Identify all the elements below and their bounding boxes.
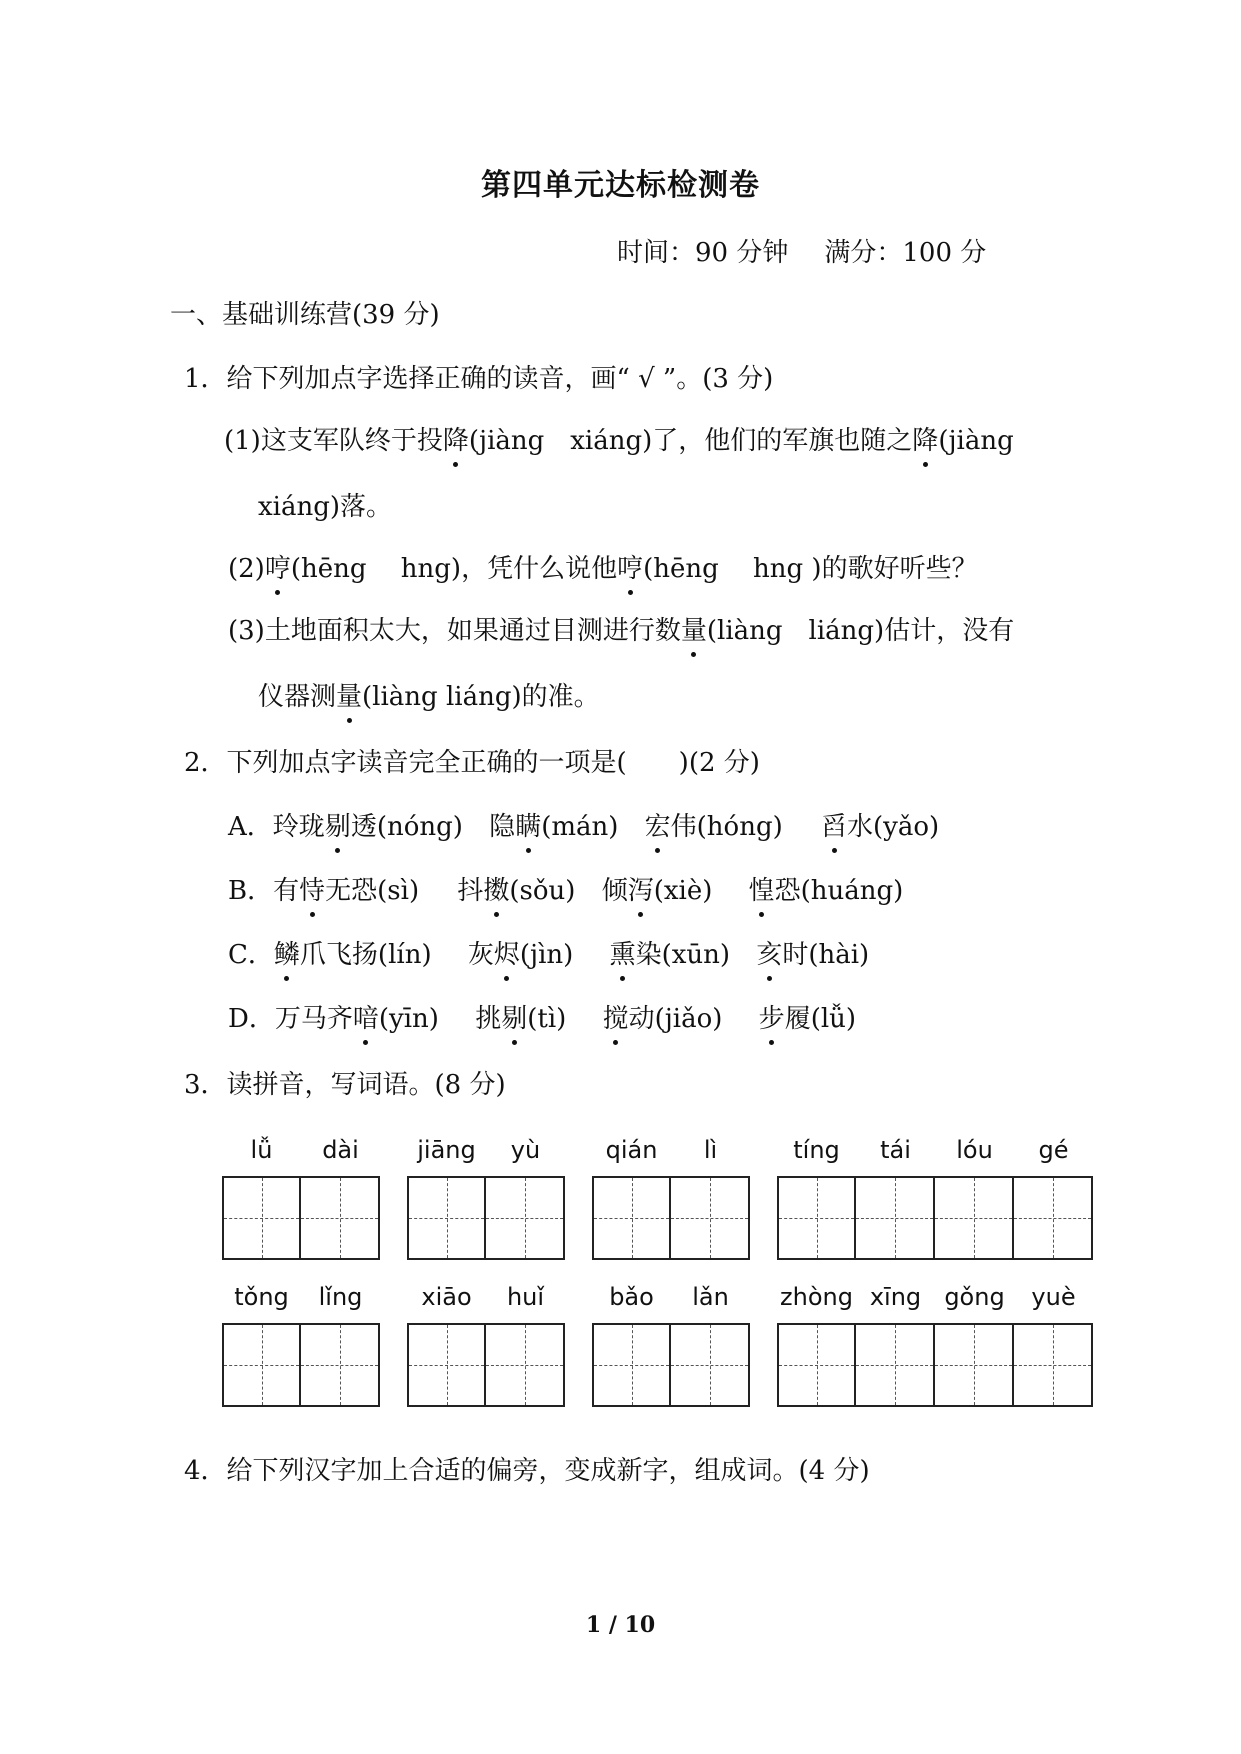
writing-box[interactable]: [301, 1176, 380, 1260]
q2-option-d: D．万马齐喑(yīn) 挑剔(tì) 搅动(jiǎo) 步履(lǚ): [228, 1004, 857, 1034]
q1-item2: (2)哼(hēng hng)，凭什么说他哼(hēng hng )的歌好听些？: [228, 554, 978, 584]
q3-grid-group: [407, 1176, 565, 1260]
q3-grid-group: [407, 1323, 565, 1407]
q3-grid-group: [777, 1323, 1093, 1407]
q3-pinyin-label: gǒng: [944, 1283, 1005, 1311]
writing-box[interactable]: [1014, 1176, 1093, 1260]
writing-box[interactable]: [407, 1323, 486, 1407]
q3-grid-group: [592, 1323, 750, 1407]
writing-box[interactable]: [856, 1176, 935, 1260]
writing-box[interactable]: [777, 1176, 856, 1260]
writing-box[interactable]: [301, 1323, 380, 1407]
q2-option-a: A．玲珑剔透(nóng) 隐瞒(mán) 宏伟(hóng) 舀水(yǎo): [228, 812, 940, 842]
page-number: 1 / 10: [585, 1612, 656, 1638]
writing-box[interactable]: [486, 1176, 565, 1260]
writing-box[interactable]: [592, 1323, 671, 1407]
q3-pinyin-label: jiāng: [417, 1136, 476, 1164]
q2-option-b: B．有恃无恐(sì) 抖擞(sǒu) 倾泻(xiè) 惶恐(huáng): [228, 876, 904, 906]
q3-pinyin-label: xiāo: [421, 1283, 472, 1311]
writing-box[interactable]: [856, 1323, 935, 1407]
q3-pinyin-label: huǐ: [506, 1283, 545, 1311]
writing-box[interactable]: [592, 1176, 671, 1260]
writing-box[interactable]: [935, 1323, 1014, 1407]
q3-grid-group: [222, 1323, 380, 1407]
q3-pinyin-label: dài: [322, 1136, 359, 1164]
q4-stem: 4．给下列汉字加上合适的偏旁，变成新字，组成词。(4 分): [184, 1456, 870, 1486]
q1-item3-line2: 仪器测量(liàng liáng)的准。: [258, 682, 600, 712]
writing-box[interactable]: [486, 1323, 565, 1407]
exam-meta: [617, 232, 986, 269]
q2-option-c: C．鳞爪飞扬(lín) 灰烬(jìn) 熏染(xūn) 亥时(hài): [228, 940, 870, 970]
writing-box[interactable]: [777, 1323, 856, 1407]
q3-pinyin-label: lǚ: [250, 1136, 273, 1164]
q3-pinyin-label: zhòng: [780, 1283, 853, 1311]
q3-pinyin-label: xīng: [869, 1283, 922, 1311]
q3-pinyin-label: lǎn: [692, 1283, 729, 1311]
exam-time: 时间：90 分钟: [617, 238, 789, 268]
q3-pinyin-label: lǐng: [318, 1283, 363, 1311]
q3-pinyin-label: bǎo: [609, 1283, 654, 1311]
writing-box[interactable]: [407, 1176, 486, 1260]
q3-grid-group: [592, 1176, 750, 1260]
writing-box[interactable]: [671, 1323, 750, 1407]
q3-pinyin-label: lì: [703, 1136, 718, 1164]
section-1-heading: 一、基础训练营(39 分): [170, 300, 440, 330]
q1-item1-line2: xiáng)落。: [258, 492, 393, 522]
q3-grid-group: [222, 1176, 380, 1260]
q3-pinyin-label: tái: [880, 1136, 911, 1164]
q3-pinyin-label: gé: [1038, 1136, 1069, 1164]
q3-pinyin-label: yù: [510, 1136, 541, 1164]
q1-item1-line1: (1)这支军队终于投降(jiàng xiáng)了，他们的军旗也随之降(jiàng: [224, 426, 1014, 456]
writing-box[interactable]: [671, 1176, 750, 1260]
q3-stem: 3．读拼音，写词语。(8 分): [184, 1070, 506, 1100]
exam-score: 满分：100 分: [824, 238, 987, 268]
q3-pinyin-label: qián: [605, 1136, 658, 1164]
writing-box[interactable]: [935, 1176, 1014, 1260]
q3-pinyin-label: tíng: [793, 1136, 840, 1164]
q1-item3-line1: (3)土地面积太大，如果通过目测进行数量(liàng liáng)估计，没有: [228, 616, 1015, 646]
page-title: 第四单元达标检测卷: [481, 168, 760, 203]
q3-pinyin-label: lóu: [956, 1136, 993, 1164]
writing-box[interactable]: [222, 1323, 301, 1407]
q1-stem: 1．给下列加点字选择正确的读音，画“ √ ”。(3 分): [184, 364, 774, 394]
writing-box[interactable]: [222, 1176, 301, 1260]
q2-stem: 2．下列加点字读音完全正确的一项是( )(2 分): [184, 748, 760, 778]
writing-box[interactable]: [1014, 1323, 1093, 1407]
q3-pinyin-label: yuè: [1031, 1283, 1076, 1311]
q3-pinyin-label: tǒng: [234, 1283, 289, 1311]
q3-grid-group: [777, 1176, 1093, 1260]
